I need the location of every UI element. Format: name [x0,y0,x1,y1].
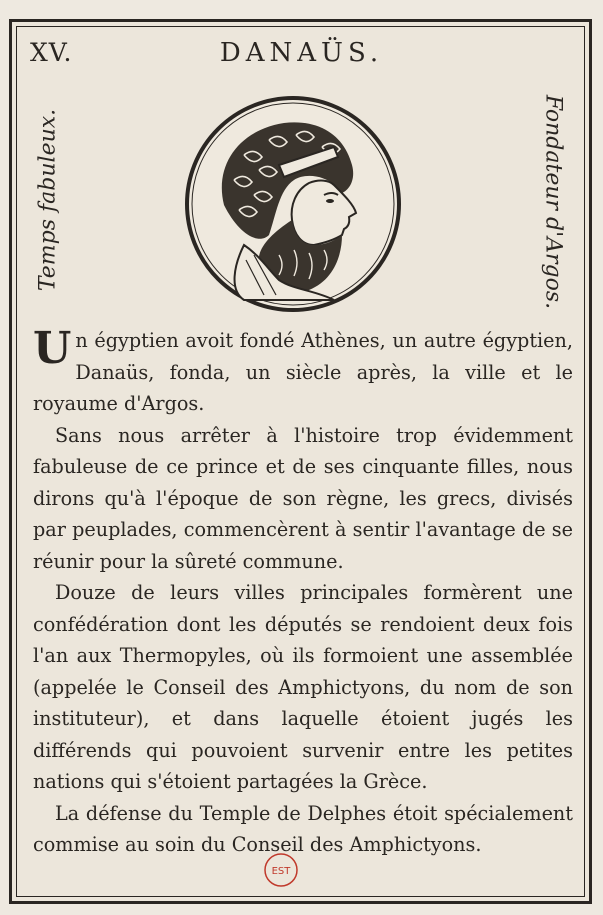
paragraph-1 [33,325,573,420]
paragraph-2: Sans nous arrêter à l'histoire trop évidemment fabuleuse de ce prince et de ses cinquante filles, nous dirons qu'à l'époque de son règne, les grecs, divisés par peuplades, commencèrent à sentir l'avantage de se réunir pour la sûreté commune. [33,423,573,573]
side-label-left: Temps fabuleux. [35,108,61,292]
bearded-head-medallion-icon [184,95,402,313]
stamp-text: EST [271,866,291,877]
body-text [33,325,573,861]
dropcap: U [33,323,72,374]
card-title: DANAÜS. [219,38,384,68]
paragraph-1-text: n égyptien avoit fondé Athènes, un autre égyptien, Danaüs, fonda, un siècle après, la ville et le royaume d'Argos. [33,329,573,415]
library-stamp [263,852,299,888]
paragraph-3: Douze de leurs villes principales formèrent une confédération dont les députés se rendoient deux fois l'an aux Thermopyles, où ils formoient une assemblée (appelée le Conseil des Amphictyons, du nom de son instituteur), et dans laquelle étoient jugés les différends qui pouvoient survenir entre les petites nations qui s'étoient partagées la Grèce. [33,581,573,793]
side-label-right: Fondateur d'Argos. [540,94,566,310]
paragraph-4: La défense du Temple de Delphes étoit spécialement commise au soin du Conseil des Amphictyons. [33,801,573,856]
card-number: XV. [30,38,73,67]
